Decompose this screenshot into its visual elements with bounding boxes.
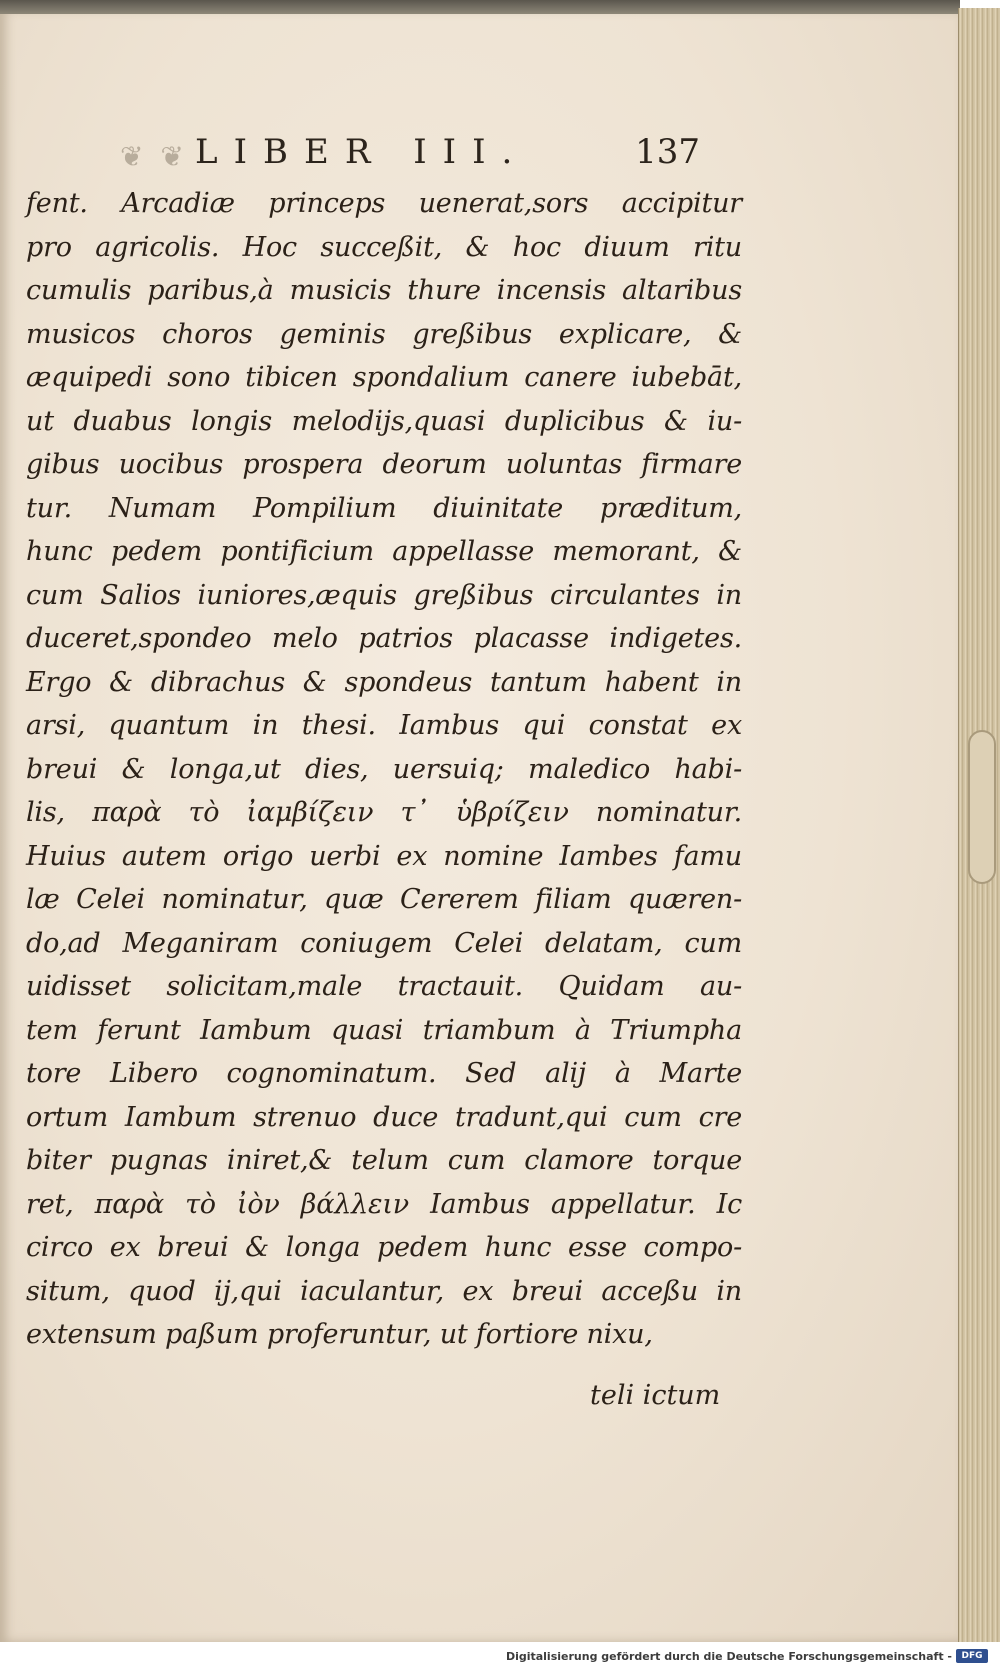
- text-line: hunc pedem pontificium appellasse memorant, &: [26, 536, 742, 567]
- book-title: LIBER III.: [195, 132, 529, 172]
- text-line: musicos choros geminis greßibus explicare, &: [26, 318, 742, 350]
- text-line: biter pugnas iniret,& telum cum clamore torque: [26, 1145, 742, 1176]
- head-ornament: ❦ ❦: [120, 140, 188, 173]
- text-line: cum Salios iuniores,æquis greßibus circulantes in: [26, 579, 742, 611]
- book-top-edge: [0, 0, 960, 14]
- text-line: tore Libero cognominatum. Sed alij à Marte: [26, 1058, 742, 1089]
- page-paper: [0, 10, 960, 1642]
- text-line: lis, παρὰ τὸ ἰαμβίζειν τ᾽ ὑβρίζειν nominatur.: [26, 797, 742, 828]
- text-line: situm, quod ij,qui iaculantur, ex breui acceßu in: [26, 1275, 742, 1307]
- text-line: tur. Numam Pompilium diuinitate præditum,: [26, 492, 742, 524]
- clasp-tab: [968, 730, 996, 884]
- text-line: fent. Arcadiæ princeps uenerat,sors accipitur: [26, 188, 742, 219]
- text-line: circo ex breui & longa pedem hunc esse compo-: [26, 1232, 742, 1263]
- text-line: ut duabus longis melodijs,quasi duplicibus & iu-: [26, 405, 742, 437]
- text-line: tem ferunt Iambum quasi triambum à Triumpha: [26, 1014, 742, 1046]
- text-line: gibus uocibus prospera deorum uoluntas firmare: [26, 449, 742, 480]
- text-line: Ergo & dibrachus & spondeus tantum habent in: [26, 666, 742, 698]
- text-line: do,ad Meganiram coniugem Celei delatam, cum: [26, 927, 742, 959]
- dfg-logo: DFG: [956, 1649, 988, 1663]
- text-line: cumulis paribus,à musicis thure incensis altaribus: [26, 275, 742, 306]
- text-line: arsi, quantum in thesi. Iambus qui constat ex: [26, 710, 742, 741]
- text-line: ortum Iambum strenuo duce tradunt,qui cum cre: [26, 1101, 742, 1133]
- page-number: 137: [635, 132, 700, 172]
- text-line: Huius autem origo uerbi ex nomine Iambes famu: [26, 840, 742, 872]
- digitization-credit: Digitalisierung gefördert durch die Deutsche Forschungsgemeinschaft -: [505, 1650, 952, 1663]
- text-line: æquipedi sono tibicen spondalium canere iubebāt,: [26, 362, 742, 393]
- text-line: breui & longa,ut dies, uersuiq; maledico habi-: [26, 753, 742, 785]
- text-line: duceret,spondeo melo patrios placasse indigetes.: [26, 623, 742, 654]
- text-line: læ Celei nominatur, quæ Cererem filiam quæren-: [26, 884, 742, 915]
- text-line: uidisset solicitam,male tractauit. Quidam au-: [26, 971, 742, 1002]
- running-head: [120, 132, 700, 178]
- text-line: ret, παρὰ τὸ ἰὸν βάλλειν Iambus appellatur. Ic: [26, 1188, 742, 1220]
- text-line: extensum paßum proferuntur, ut fortiore nixu,: [26, 1319, 653, 1350]
- body-text: [26, 182, 742, 1357]
- text-line: pro agricolis. Hoc succeßit, & hoc diuum ritu: [26, 231, 742, 263]
- catchword: teli ictum: [590, 1380, 721, 1411]
